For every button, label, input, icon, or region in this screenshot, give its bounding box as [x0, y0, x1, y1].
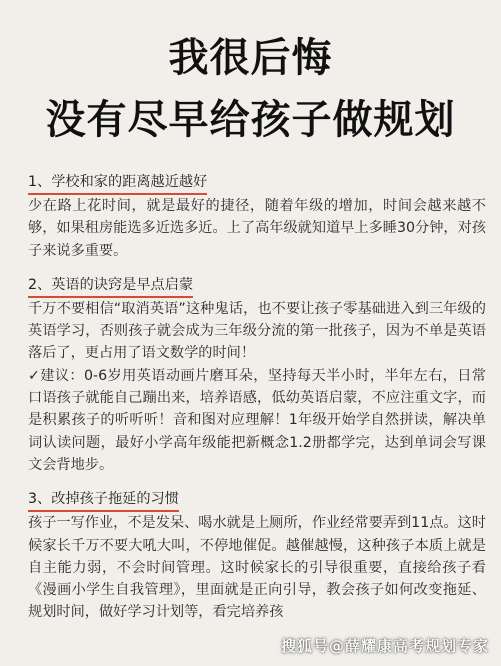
section-1-paragraph-1: 少在路上花时间，就是最好的捷径，随着年级的增加，时间会越来越不够，如果租房能选多近选多近。上了高年级就知道早上多睡30分钟，对孩子来说多重要。 — [28, 198, 486, 259]
section-3-paragraph-1: 孩子一写作业，不是发呆、喝水就是上厕所，作业经常要弄到11点。这时候家长千万不要大吼大叫，不停地催促。越催越慢，这种孩子本质上就是自主能力弱，不会时间管理。这时候家长的引导很重要，直接给孩子看《漫画小学生自我管理》，里面就是正向引导，教会孩子如何改变拖延、规划时间，做好学习计划等，看完培养孩 — [28, 515, 486, 621]
section-3 — [28, 488, 486, 623]
title-line-1: 我很后悔 — [168, 35, 333, 81]
section-2-paragraph-1: 千万不要相信“取消英语”这种鬼话，也不要让孩子零基础进入到三年级的英语学习，否则孩子就会成为三年级分流的第一批孩子，因为不单是英语落后了，更占用了语文数学的时间！ — [28, 300, 486, 362]
section-2-paragraph-2: ✓建议：0-6岁用英语动画片磨耳朵，坚持每天半小时，半年左右，日常口语孩子就能自己蹦出来，培养语感，低幼英语启蒙，不应注重文字，而是积累孩子的听听听！音和图对应理解！1年级开始学自然拼读，解决单词认读问题，最好小学高年级能把新概念1.2册都学完，达到单词会写课文会背地步。 — [28, 367, 486, 473]
section-1 — [28, 171, 486, 262]
title-line-2: 没有尽早给孩子做规划 — [45, 97, 456, 143]
article-content — [28, 171, 486, 636]
section-heading-1: 1、学校和家的距离越近越好 — [28, 171, 207, 195]
section-2 — [28, 274, 486, 476]
section-heading-2: 2、英语的诀窍是早点启蒙 — [28, 274, 193, 298]
section-heading-3: 3、改掉孩子拖延的习惯 — [28, 488, 179, 512]
watermark-text: 搜狐号@薛耀康高考规划专家 — [280, 637, 489, 655]
